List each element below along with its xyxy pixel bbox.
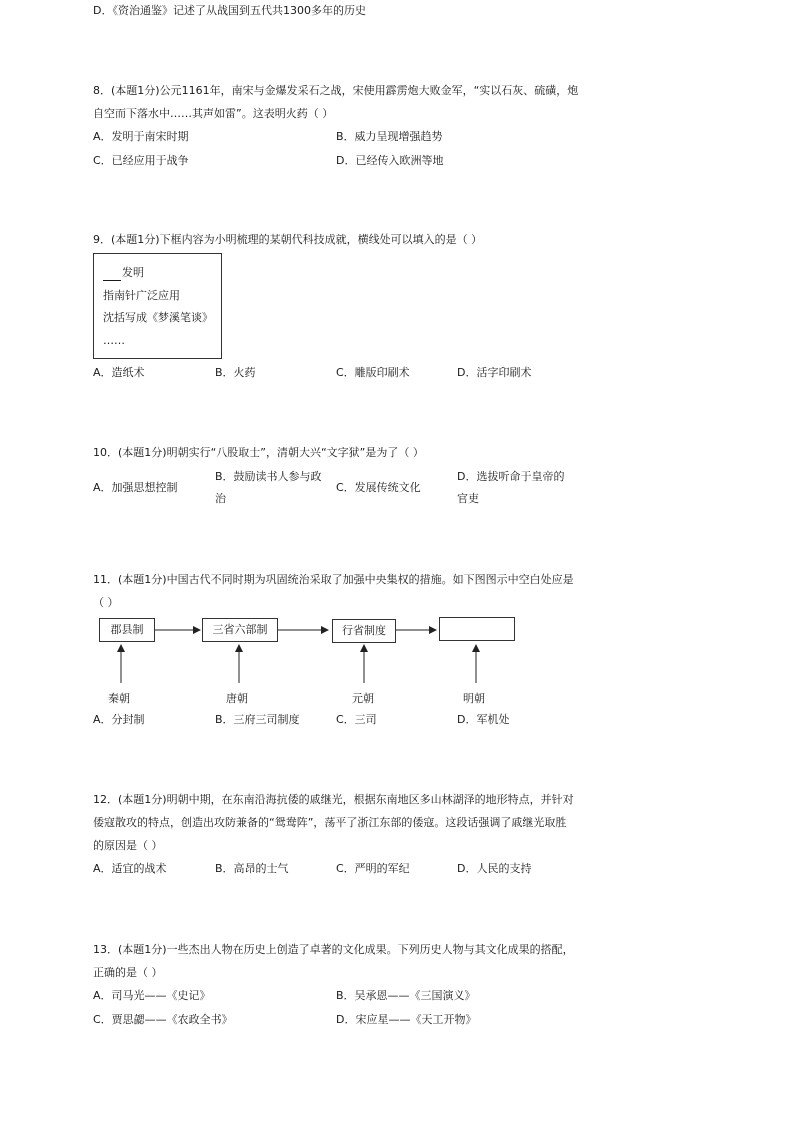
question-13-stem xyxy=(93,938,583,984)
question-12-option-b: B．高昂的士气 xyxy=(215,862,289,875)
question-11-option-d: D．军机处 xyxy=(457,713,510,726)
question-9-option-a: A．造纸术 xyxy=(93,366,145,379)
question-9-stem: 9．(本题1分)下框内容为小明梳理的某朝代科技成就，横线处可以填入的是（ ） xyxy=(93,233,483,246)
question-9-box-line-4: …… xyxy=(103,334,125,347)
question-13-option-c: C．贾思勰——《农政全书》 xyxy=(93,1013,233,1026)
diagram-label-4: 明朝 xyxy=(463,692,485,705)
diagram-box-2: 三省六部制 xyxy=(202,618,278,642)
diagram-label-3: 元朝 xyxy=(352,692,374,705)
question-13-stem-line-2: 正确的是（ ） xyxy=(93,966,163,979)
diagram-box-3: 行省制度 xyxy=(332,619,396,643)
question-9-box-line-1-text: 发明 xyxy=(122,266,144,279)
diagram-label-1: 秦朝 xyxy=(108,692,130,705)
question-11-option-a: A．分封制 xyxy=(93,713,145,726)
diagram-box-1: 郡县制 xyxy=(99,618,155,642)
question-12-stem-line-3: 的原因是（ ） xyxy=(93,839,163,852)
question-10-option-c: C．发展传统文化 xyxy=(336,481,421,494)
question-13-option-d: D．宋应星——《天工开物》 xyxy=(336,1013,477,1026)
question-8-option-a: A．发明于南宋时期 xyxy=(93,130,189,143)
question-9-box-line-3: 沈括写成《梦溪笔谈》 xyxy=(103,311,213,324)
question-11-option-c: C．三司 xyxy=(336,713,377,726)
question-8-stem-line-1: 8．(本题1分)公元1161年，南宋与金爆发采石之战，宋使用霹雳炮大败金军，“实以石灰、硫磺，炮 xyxy=(93,84,579,97)
question-8-option-b: B．威力呈现增强趋势 xyxy=(336,130,443,143)
question-12-stem-line-1: 12．(本题1分)明朝中期，在东南沿海抗倭的戚继光，根据东南地区多山林湖泽的地形特点，并针对 xyxy=(93,793,574,806)
question-12-option-c: C．严明的军纪 xyxy=(336,862,410,875)
question-10-option-d-line-2: 官吏 xyxy=(457,492,479,505)
question-9-option-b: B．火药 xyxy=(215,366,256,379)
question-10-stem: 10．(本题1分)明朝实行“八股取士”，清朝大兴“文字狱”是为了（ ） xyxy=(93,446,424,459)
question-12-option-d: D．人民的支持 xyxy=(457,862,532,875)
question-9-option-c: C．雕版印刷术 xyxy=(336,366,410,379)
question-8-option-d: D．已经传入欧洲等地 xyxy=(336,154,444,167)
diagram-box-4-blank xyxy=(439,617,515,641)
question-11-stem-line-2: （ ） xyxy=(93,596,119,609)
question-7-option-d: D．《资治通鉴》记述了从战国到五代共1300多年的历史 xyxy=(93,4,366,17)
question-12-option-a: A．适宜的战术 xyxy=(93,862,167,875)
question-8-stem-line-2: 自空而下落水中……其声如雷”。这表明火药（ ） xyxy=(93,107,334,120)
question-9-option-d: D．活字印刷术 xyxy=(457,366,532,379)
question-12-stem-line-2: 倭寇散攻的特点，创造出攻防兼备的“鸳鸯阵”，荡平了浙江东部的倭寇。这段话强调了戚继光取胜 xyxy=(93,816,567,829)
question-11-option-b: B．三府三司制度 xyxy=(215,713,300,726)
question-10-option-b-line-1: B．鼓励读书人参与政 xyxy=(215,470,322,483)
question-10-option-d-line-1: D．选拔听命于皇帝的 xyxy=(457,470,565,483)
question-11-stem-line-1: 11．(本题1分)中国古代不同时期为巩固统治采取了加强中央集权的措施。如下图图示中空白处应是 xyxy=(93,573,574,586)
question-13-option-a: A．司马光——《史记》 xyxy=(93,989,211,1002)
question-9-box-line-2: 指南针广泛应用 xyxy=(103,289,180,302)
question-10-option-a: A．加强思想控制 xyxy=(93,481,178,494)
question-12-stem xyxy=(93,788,583,857)
question-10-option-b-line-2: 治 xyxy=(215,492,226,505)
question-13-stem-line-1: 13．(本题1分)一些杰出人物在历史上创造了卓著的文化成果。下列历史人物与其文化成果的搭配， xyxy=(93,943,574,956)
question-8-option-c: C．已经应用于战争 xyxy=(93,154,189,167)
question-13-option-b: B．吴承恩——《三国演义》 xyxy=(336,989,476,1002)
diagram-label-2: 唐朝 xyxy=(226,692,248,705)
